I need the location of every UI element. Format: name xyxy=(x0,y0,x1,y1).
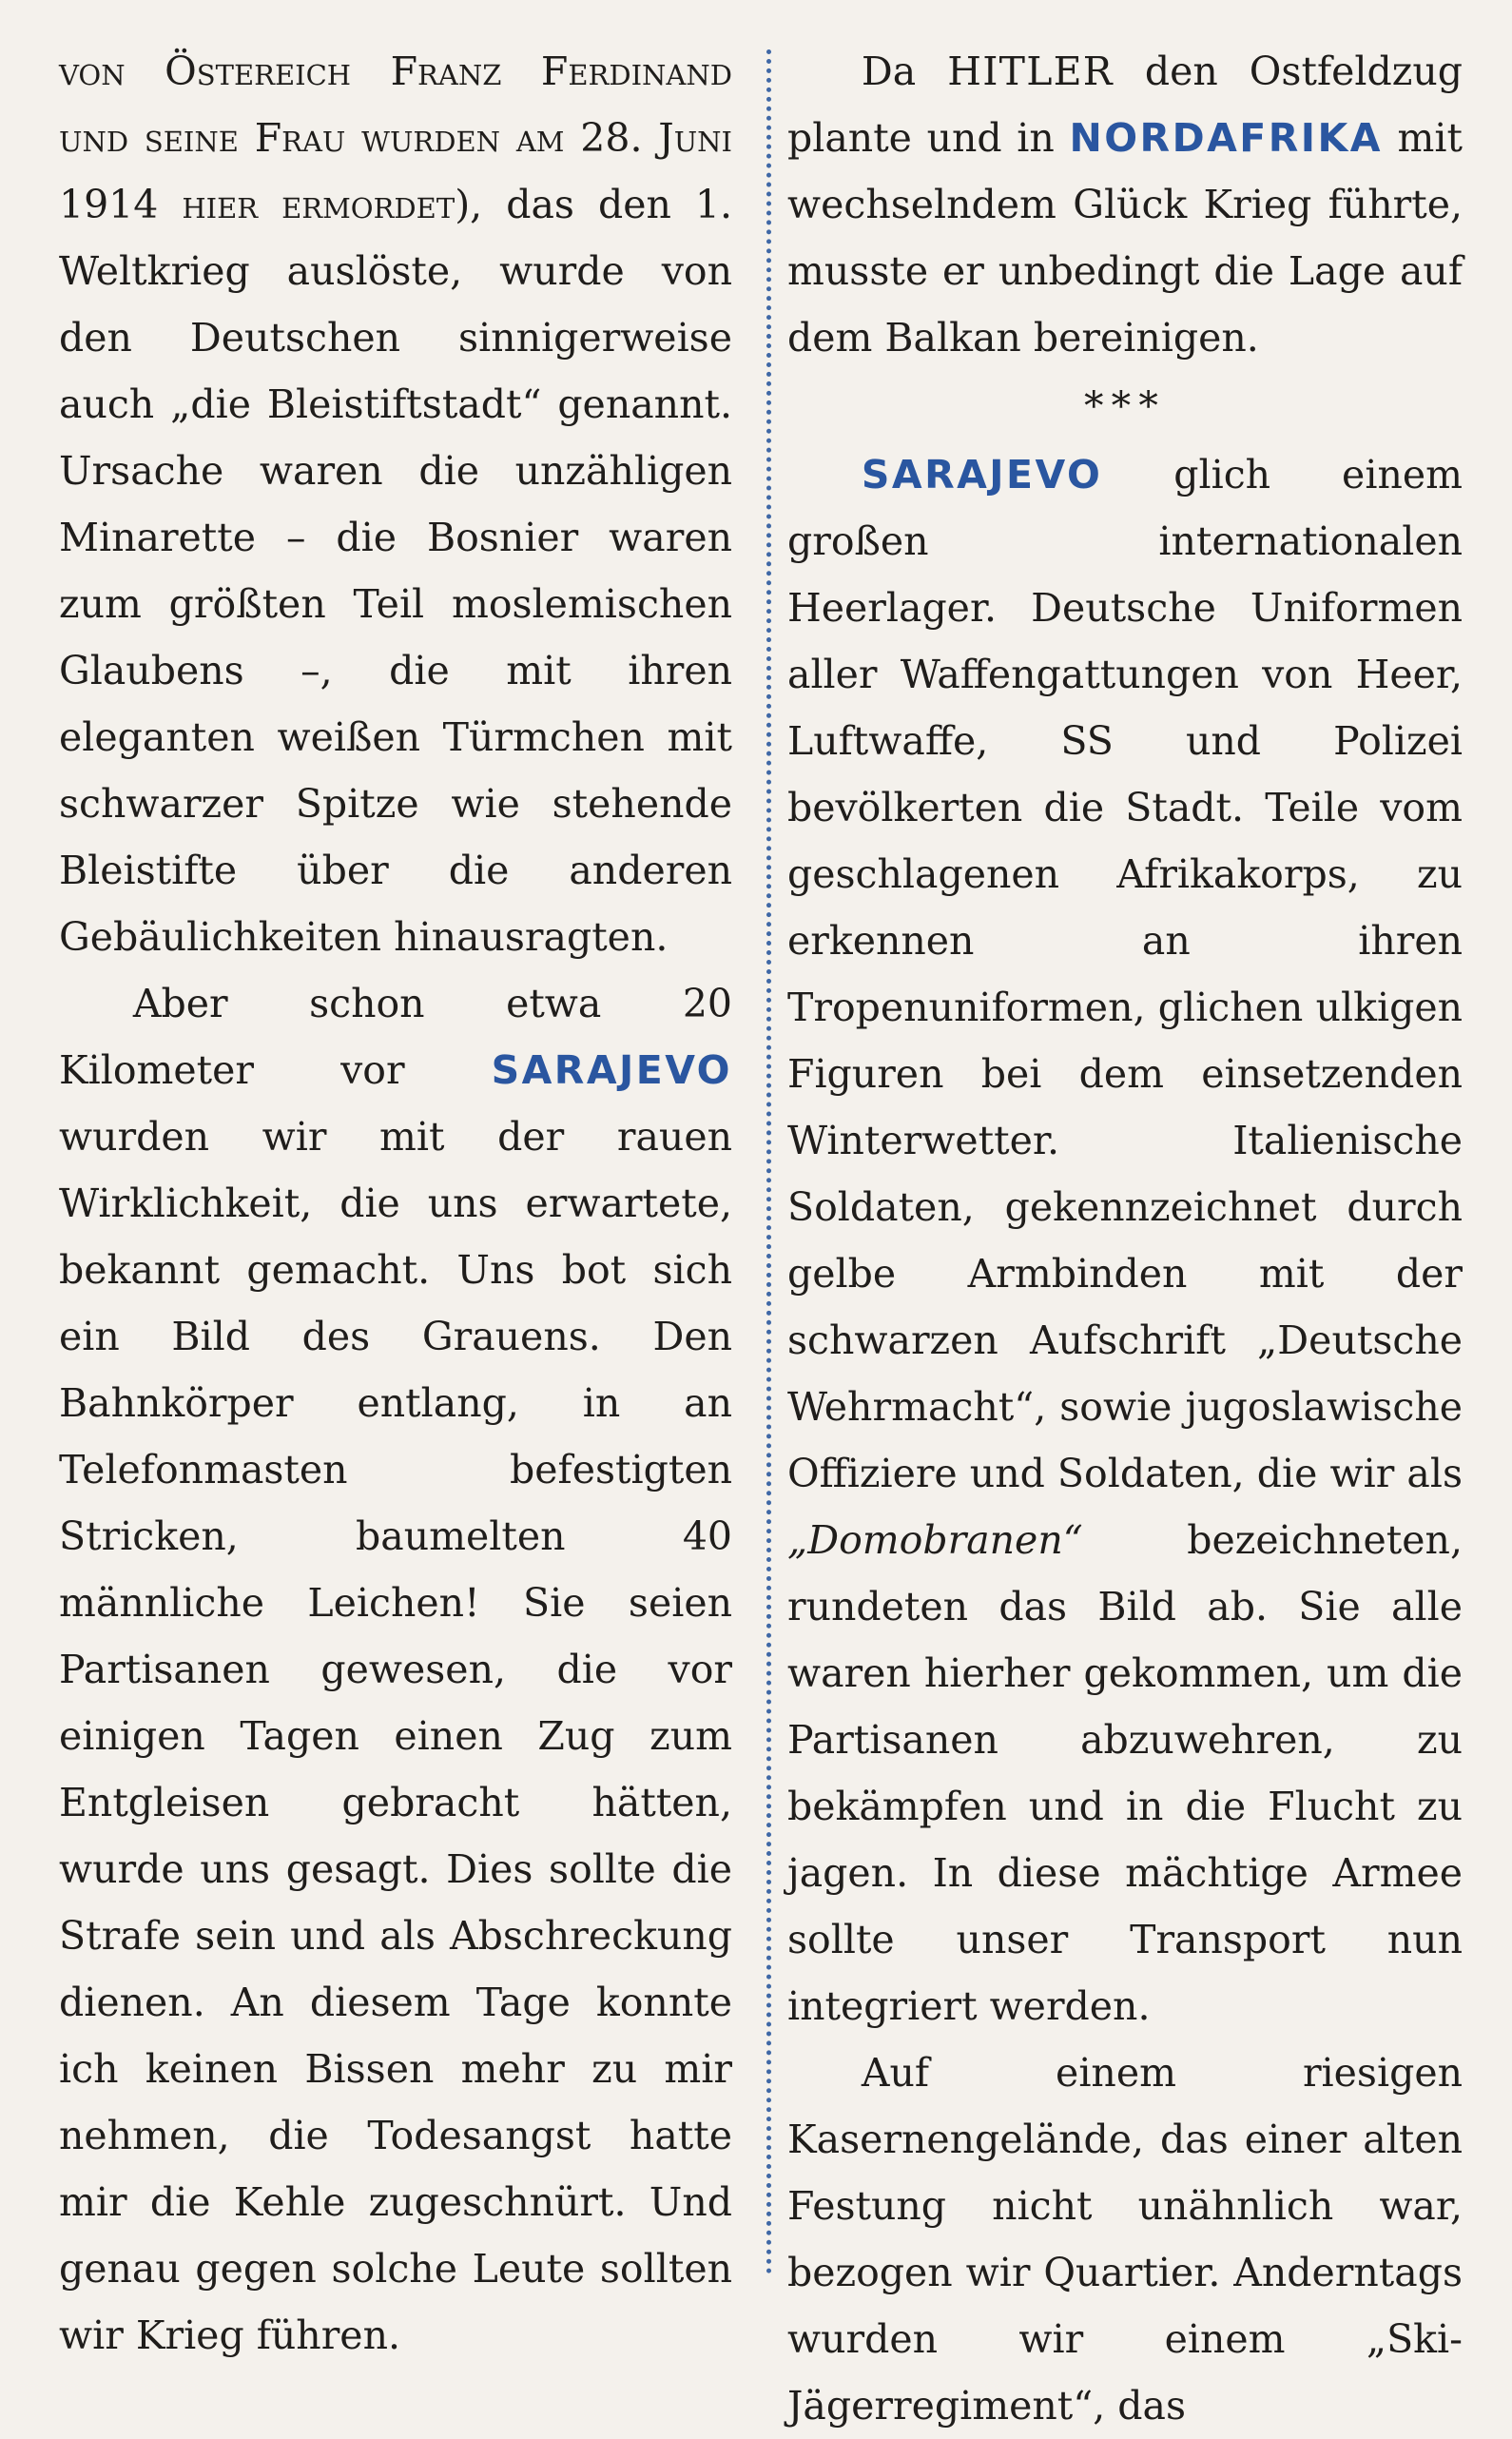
right-paragraph-1 xyxy=(787,38,1463,371)
right-column xyxy=(787,38,1463,2439)
paragraph-text: den Ostfeldzug plante und in xyxy=(787,49,1463,161)
paragraph-text: mit wechselndem Glück Krieg führte, musste er unbedingt die Lage auf dem Balkan bereinigen. xyxy=(787,115,1463,361)
left-paragraph-1 xyxy=(59,38,732,970)
person-name-hitler: HITLER xyxy=(947,49,1114,94)
column-divider xyxy=(766,49,771,2275)
paragraph-text: wurden wir mit der rauen Wirklichkeit, die uns erwartete, bekannt gemacht. Uns bot sich ein Bild des Grauens. Den Bahnkörper entlang, in an Telefonmasten befestigten Stricken, baumelten 40 männliche Leichen! Sie seien Partisanen gewesen, die vor einigen Tagen einen Zug zum Entgleisen gebracht hätten, wurde uns gesagt. Dies sollte die Strafe sein und als Abschreckung dienen. An diesem Tage konnte ich keinen Bissen mehr zu mir nehmen, die Todesangst hatte mir die Kehle zugeschnürt. Und genau gegen solche Leute sollten wir Krieg führen. xyxy=(59,1114,732,2358)
left-paragraph-2 xyxy=(59,970,732,2369)
paragraph-text: glich einem großen internationalen Heerlager. Deutsche Uniformen aller Waffengattungen von Heer, Luftwaffe, SS und Polizei bevölkerten die Stadt. Teile vom geschlagenen Afrikakorps, zu erkennen an ihren Tropenuniformen, glichen ulkigen Figuren bei dem einsetzenden Winterwetter. Italienische Soldaten, gekennzeichnet durch gelbe Armbinden mit der schwarzen Aufschrift „Deutsche Wehrmacht“, sowie jugoslawische Offiziere und Soldaten, die wir als xyxy=(787,452,1463,1496)
paragraph-text: Aber schon etwa 20 Kilometer vor xyxy=(59,981,732,1093)
right-paragraph-3 xyxy=(787,2039,1463,2439)
right-paragraph-2 xyxy=(787,441,1463,2039)
place-name-nordafrika: NORDAFRIKA xyxy=(1069,115,1383,161)
paragraph-text: bezeichneten, rundeten das Bild ab. Sie alle waren hierher gekommen, um die Partisanen abzuwehren, zu bekämpfen und in die Flucht zu jagen. In diese mächtige Armee sollte unser Transport nun integriert werden. xyxy=(787,1517,1463,2029)
left-column xyxy=(59,38,732,2369)
paragraph-text: ), das den 1. Weltkrieg auslöste, wurde von den Deutschen sinnigerweise auch „die Bleistiftstadt“ genannt. Ursache waren die unzähligen Minarette – die Bosnier waren zum größten Teil moslemischen Glaubens –, die mit ihren eleganten weißen Türmchen mit schwarzer Spitze wie stehende Bleistifte über die anderen Gebäulichkeiten hinausragten. xyxy=(59,182,733,960)
place-name-sarajevo: SARAJEVO xyxy=(861,452,1103,498)
paragraph-text: Da xyxy=(861,49,948,94)
place-name-sarajevo: SARAJEVO xyxy=(491,1047,732,1093)
section-separator: *** xyxy=(1083,383,1167,429)
italic-term: „Domobranen“ xyxy=(787,1517,1083,1563)
paragraph-text: Auf einem riesigen Kasernengelände, das einer alten Festung nicht unähnlich war, bezogen wir Quartier. Anderntags wurden wir einem „Ski-Jägerregiment“, das xyxy=(787,2050,1463,2429)
small-caps-phrase: von Östereich Franz Ferdinand und seine Frau wurden am 28. Juni 1914 hier ermordet xyxy=(59,49,732,227)
